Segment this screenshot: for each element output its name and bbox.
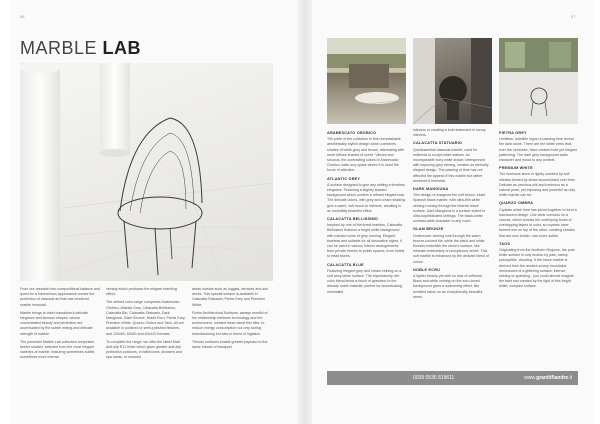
entry-text: Crystals which time has joined together to form a translucent design. Like clear cumulus on a canvas, which reveals the underlying tones of overlapping layers of color, so crystals have formed one on top of the other, creating shades that are now bolder, now more subtle. xyxy=(499,207,577,238)
left-page-number: 56 xyxy=(20,14,25,19)
entry-text: This design re-imagines the soft brown, inlaid Spanish black marble, with ultra-thin white veining running through the intense black surface. Dark Mangiuna is a surface suited to ultra-sophisticated settings. The black-white contrast adds character to any room. xyxy=(413,193,486,224)
entry-heading: ATLANTIC GREY xyxy=(327,176,361,181)
entry-text: A lighter beauty yet with no loss of softness. Black and white veining on the ecru-toned background gives a welcoming effect, like wrinkled fabric on an exceptionally beautiful dress. xyxy=(413,274,483,299)
entry-heading: PIETRA GREY xyxy=(499,131,527,135)
entry-heading: PREMIUM WHITE xyxy=(499,166,533,171)
web-bold: granitifiandre xyxy=(536,375,569,381)
photo-hallway xyxy=(413,38,492,124)
paragraph: veining which produces the elegant marbling effect. xyxy=(106,287,177,297)
right-text-column-3 xyxy=(499,128,578,293)
entry-text: interiors or creating a bold statement in luxury interiors. xyxy=(413,128,486,138)
left-text-column-2 xyxy=(106,287,186,364)
entry-text: Limitless, indelible signs of passing time reveal the dark stone. There are the white veins that, over the centuries, have created bold yet elegant patterning. The dark grey background adds character and mood to any context. xyxy=(499,137,577,163)
page-title xyxy=(20,38,141,59)
entry-heading: TAOS xyxy=(499,241,511,246)
photo-terrace xyxy=(327,38,406,124)
paragraph: The refined color range comprises Arabescato Orobico, Atlantic Grey, Calacatta Bellissimo, Calacatta Blu, Calacatta Statuario, Dark Mangiuna, Glam Bronze, Noble Ecru, Pietra Grey, Premium White, Quarzo Ombra and Taos. All are available in polished or semi-polished finishes, and 120x60, 60x60 and 60x120 formats. xyxy=(106,300,186,336)
entry-heading: CALACATTA STATUARIO xyxy=(413,141,463,146)
entry-heading: QUARZO OMBRA xyxy=(499,201,534,206)
right-text-column-1 xyxy=(327,128,406,298)
right-text-column-2 xyxy=(413,128,492,303)
entry-text: Quintessential classical marble, used for millennia to sculpt noble statues. An incomparable ivory white shade, interspersed with imposing grey veining, creates an eternally elegant design. The passing of time has not affected the appeal of this marble but rather rendered it immortal. xyxy=(413,147,489,183)
entry-text: Featuring elegant grey and cream veining on a soft ivory-white surface. The impressively rich color blend lends a touch of grandeur to the already noble material, perfect for accentuating minimalist xyxy=(327,268,402,294)
left-text-column-1 xyxy=(20,287,100,364)
phone-number: 0039 0536 819611 xyxy=(413,375,455,381)
title-bold: LAB xyxy=(102,38,142,58)
paragraph: Florim Architectural Surfaces, always mindful of the relationship between technology and the environment, created these latest thin tiles, to reduce energy consumption not only during manufacturing but also in terms of logistics. xyxy=(192,310,268,336)
right-page-number: 57 xyxy=(571,14,576,19)
chair-illustration xyxy=(20,63,273,281)
entry-text: Inspired by one of the finest marbles, Calacatta Bellissimo features a bright white background with marked veins of grey running. Elegant, timeless and suitable for all decorative styles, it can be used in various interior arrangements, from private homes to public spaces, from hotels to retail stores. xyxy=(327,223,405,259)
entry-heading: CALACATTA BELLISSIMO xyxy=(327,217,378,222)
paragraph: Marble brings to mind classicism's delicate elegance and sinuous shapes, whose concentrated beauty and perfection are accentuated by the subtle mixing and delicate strength of marble. xyxy=(20,310,93,336)
page-gutter xyxy=(298,0,312,424)
entry-heading: NOBLE ECRU xyxy=(413,267,441,272)
entry-text: The pride of the collection in this unmistakable aesthetically stylish design which combines shades of white-grey and brown, alternating with more diffuse shades of ochre. Vibrant and sinuous, the contrasting colors of Arabescato Orobico make any space where it is used the focus of attention. xyxy=(327,137,405,173)
entry-text: The luminous stone is lightly combed by soft streaks formed by strata accumulated over time. Delicate as precious silk and luminous as a natural pearl, yet imposing and powerful as only white marble can be. xyxy=(499,172,576,198)
paragraph: To complete the range, we offer the latest Matt Anti-slip R11 finish which gives greater anti-slip protection outdoors, in bathrooms, showers and spa areas, or covered xyxy=(106,339,182,360)
photo-white-room xyxy=(499,38,578,124)
title-light: MARBLE xyxy=(20,38,103,58)
white-room-illustration xyxy=(499,38,578,124)
entry-text: Originating from the Northern Regions, the pure white surface is only broken by pale, barely perceptible, clouding. If the stone marble is derived from the ancient snowy mountains, reminiscent of a glittering surface, intense, shining or sparkling - you could almost imagine the faint rust created by the light of this bright white, compact surface. xyxy=(499,248,575,289)
paragraph: areas outside such as loggias, terraces and sun decks. This special surface is available in Calacatta Statuario, Pietra Grey and Premium White. xyxy=(192,287,269,307)
paragraph: Thinner surfaces enable greater payload on the same means of transport. xyxy=(192,339,268,350)
hallway-illustration xyxy=(413,38,492,124)
web-suffix: .it xyxy=(568,375,572,381)
paragraph: The porcelain Marble Lab collection comprises twelve shades, selected from the most elegant varieties of marble, featuring sometimes subtle, sometimes more intense xyxy=(20,339,96,360)
entry-text: A surface designed to give any setting a timeless elegance. Featuring a slightly shaded background which confers a refined elegant look. The delicate colors, with grey and cream shading give a warm, soft touch to interiors, resulting in an incredibly beautiful effect. xyxy=(327,182,406,213)
entry-text: Undercover veining cuts through the warm bronze-colored tile, while the black and white threads embellish the stone's surface, like intricate embroidery on sumptuous velvet. This soft marble is enhanced by the delicate blend of colors. xyxy=(413,233,490,264)
contact-bar xyxy=(327,371,578,385)
paragraph: From our research into compositional balance and quest for a harmonious appearance comes the perfection of classical art that has rendered marble immortal. xyxy=(20,287,100,307)
left-text-column-3 xyxy=(192,287,272,353)
entry-heading: CALACATTA BLUE xyxy=(327,262,364,267)
entry-heading: DARK MANGIUNA xyxy=(413,187,449,192)
terrace-illustration xyxy=(327,38,406,124)
web-prefix: www. xyxy=(524,375,537,381)
hero-photo xyxy=(20,63,273,281)
entry-heading: GLAM BRONZE xyxy=(413,227,444,232)
entry-heading: ARABESCATO OROBICO xyxy=(327,131,377,135)
website-link[interactable] xyxy=(524,371,572,385)
